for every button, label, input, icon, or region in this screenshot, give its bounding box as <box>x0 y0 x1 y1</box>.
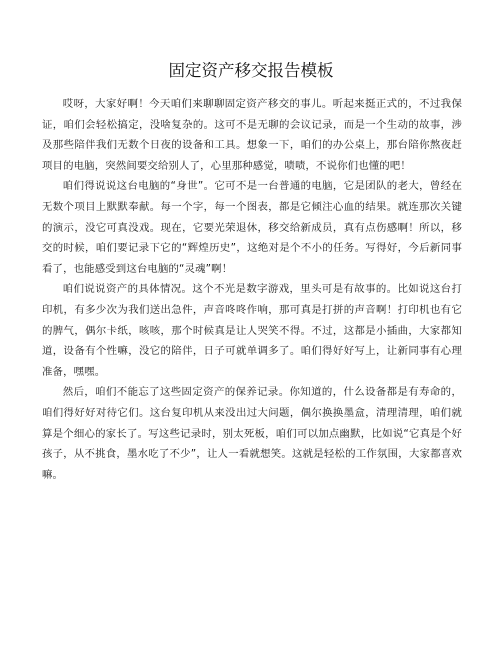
paragraph: 哎呀，大家好啊！今天咱们来聊聊固定资产移交的事儿。听起来挺正式的，不过我保证，咱们会轻松搞定，没啥复杂的。这可不是无聊的会议记录，而是一个生动的故事，涉及那些陪伴我们无数个日夜的设备和工具。想象一下，咱们的办公桌上，那台陪你熬夜赶项目的电脑，突然间要交给别人了，心里那种感觉，啧啧，不说你们也懂的吧！ <box>42 98 462 172</box>
paragraph: 然后，咱们不能忘了这些固定资产的保养记录。你知道的，什么设备都是有寿命的，咱们得好好对待它们。这台复印机从来没出过大问题，偶尔换换墨盒，清理清理，咱们就算是个细心的家长了。写这些记录时，别太死板，咱们可以加点幽默，比如说“它真是个好孩子，从不挑食，墨水吃了不少”，让人一看就想笑。这就是轻松的工作氛围，大家都喜欢嘛。 <box>42 386 462 481</box>
paragraph: 咱们得说说这台电脑的“身世”。它可不是一台普通的电脑，它是团队的老大，曾经在无数个项目上默默奉献。每一个字，每一个图表，都是它倾注心血的结果。就连那次关键的演示，没它可真没戏。现在，它要光荣退休，移交给新成员，真有点伤感啊！所以，移交的时候，咱们要记录下它的“辉煌历史”，这绝对是个不小的任务。写得好，今后新同事看了，也能感受到这台电脑的“灵魂”啊！ <box>42 180 462 275</box>
document-body <box>42 94 462 485</box>
paragraph: 咱们说说资产的具体情况。这个不光是数字游戏，里头可是有故事的。比如说这台打印机，有多少次为我们送出急件，声音咚咚作响，那可真是打拼的声音啊！打印机也有它的脾气，偶尔卡纸，咳咳，那个时候真是让人哭笑不得。不过，这都是小插曲，大家都知道，设备有个性嘛，没它的陪伴，日子可就单调多了。咱们得好好写上，让新同事有心理准备，嘿嘿。 <box>42 283 462 378</box>
document-title: 固定资产移交报告模板 <box>168 61 334 80</box>
